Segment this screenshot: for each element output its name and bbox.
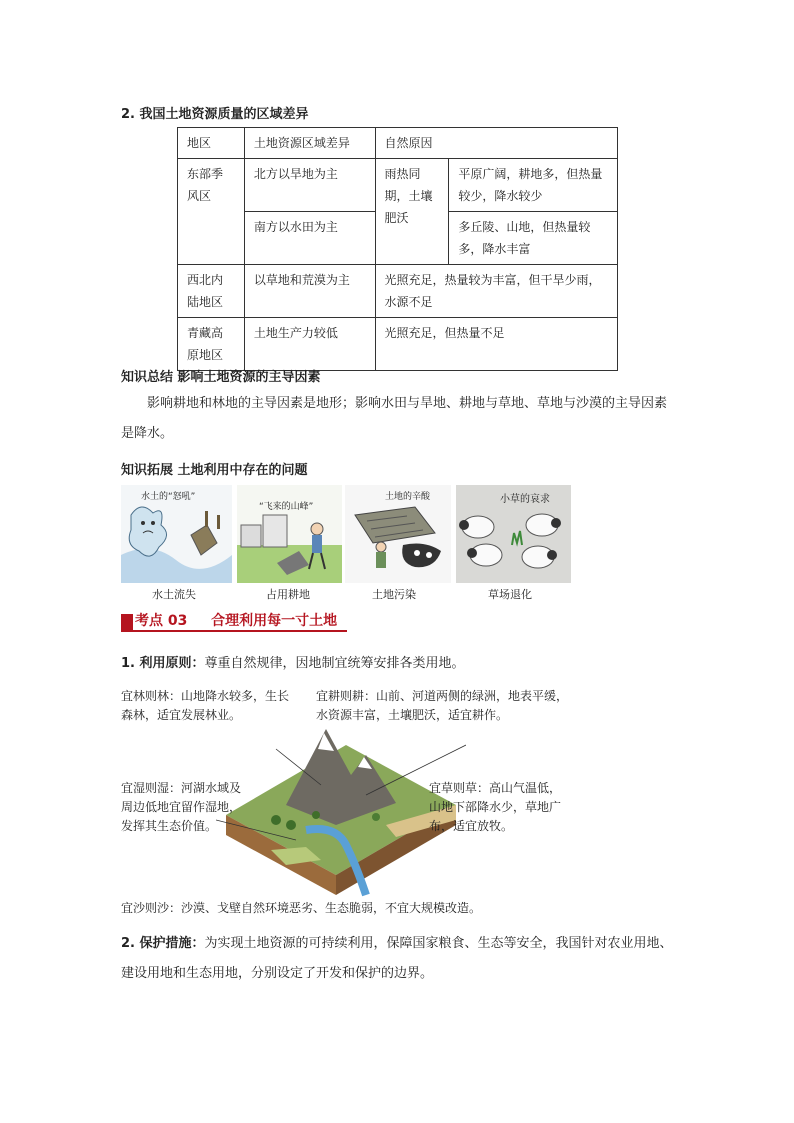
illustration-soil-erosion: [121, 485, 232, 583]
region-qingzang: 青藏高原地区: [178, 318, 245, 371]
table-row: [178, 159, 618, 212]
table-row: [178, 265, 618, 318]
kaodian-label: 考点 03: [135, 613, 188, 629]
region-northwest: 西北内陆地区: [178, 265, 245, 318]
east-south-reason: 多丘陵、山地，但热量较多，降水丰富: [449, 212, 618, 265]
illustration-farmland-occupation: [237, 485, 342, 583]
section-marker: [121, 614, 133, 630]
protection-lead: 2. 保护措施：: [121, 936, 205, 951]
caption-farmland-occupation: 占用耕地: [266, 588, 310, 601]
region-table: [177, 127, 618, 371]
principle-text: 尊重自然规律，因地制宜统筹安排各类用地。: [204, 656, 465, 671]
kaodian-title: 合理利用每一寸土地: [211, 613, 338, 629]
section-underline: [121, 630, 347, 632]
summary-heading: 知识总结 影响土地资源的主导因素: [121, 370, 321, 385]
qingzang-difference: 土地生产力较低: [244, 318, 375, 371]
summary-text: 影响耕地和林地的主导因素是地形；影响水田与旱地、耕地与草地、草地与沙漠的主导因素是降水。: [121, 396, 668, 441]
panel-inner-label: 小草的哀求: [500, 494, 550, 505]
label-forest: 宜林则林：山地降水较多，生长森林，适宜发展林业。: [121, 689, 290, 722]
northwest-reason: 光照充足，热量较为丰富，但干旱少雨，水源不足: [375, 265, 617, 318]
land-use-diagram: [121, 685, 581, 920]
illustration-grassland-degradation: [456, 485, 571, 583]
panel-inner-label: 土地的辛酸: [385, 492, 431, 502]
caption-land-pollution: 土地污染: [372, 588, 416, 601]
label-desert: 宜沙则沙：沙漠、戈壁自然环境恶劣、生态脆弱，不宜大规模改造。: [121, 901, 482, 915]
caption-soil-erosion: 水土流失: [152, 588, 196, 601]
extension-heading: 知识拓展 土地利用中存在的问题: [121, 463, 308, 478]
principle-paragraph: [121, 649, 681, 679]
header-difference: 土地资源区域差异: [244, 128, 375, 159]
section-title-text: [135, 611, 337, 632]
header-region: 地区: [178, 128, 245, 159]
section-heading: 2. 我国土地资源质量的区域差异: [121, 107, 309, 122]
panel-inner-label: “飞来的山峰”: [259, 502, 314, 512]
protection-text: 为实现土地资源的可持续利用，保障国家粮食、生态等安全，我国针对农业用地、建设用地和生态用地，分别设定了开发和保护的边界。: [121, 936, 673, 981]
label-wetland: 宜湿则湿：河湖水域及周边低地宜留作湿地，发挥其生态价值。: [121, 781, 242, 833]
illustration-land-pollution: [345, 485, 451, 583]
table-row: [178, 318, 618, 371]
qingzang-reason: 光照充足，但热量不足: [375, 318, 617, 371]
header-reason: 自然原因: [375, 128, 617, 159]
label-grassland: 宜草则草：高山气温低，山地下部降水少，草地广布，适宜放牧。: [429, 781, 562, 833]
east-north-reason: 平原广阔，耕地多，但热量较少，降水较少: [449, 159, 618, 212]
east-shared-reason: 雨热同期，土壤肥沃: [375, 159, 449, 265]
protection-paragraph: [121, 929, 681, 989]
section-title: [121, 611, 347, 632]
label-farmland: 宜耕则耕：山前、河道两侧的绿洲，地表平缓，水资源丰富，土壤肥沃，适宜耕作。: [316, 689, 569, 722]
principle-lead: 1. 利用原则：: [121, 656, 205, 671]
region-east: 东部季风区: [178, 159, 245, 265]
caption-grassland-degradation: 草场退化: [488, 588, 532, 601]
table-header-row: [178, 128, 618, 159]
east-south-difference: 南方以水田为主: [244, 212, 375, 265]
northwest-difference: 以草地和荒漠为主: [244, 265, 375, 318]
panel-inner-label: 水土的“怒吼”: [141, 492, 196, 502]
east-north-difference: 北方以旱地为主: [244, 159, 375, 212]
